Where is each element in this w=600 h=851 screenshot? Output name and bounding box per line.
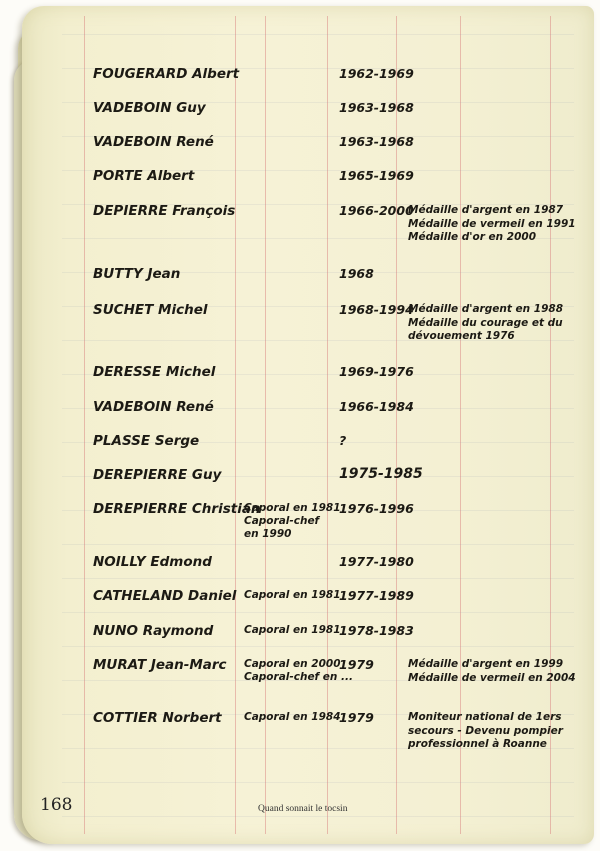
service-years: 1968	[339, 266, 374, 281]
firefighter-name: DEREPIERRE Christian	[93, 501, 261, 517]
distinctions-note	[408, 711, 563, 752]
service-years: 1976-1996	[339, 501, 414, 516]
firefighter-name: CATHELAND Daniel	[93, 588, 237, 604]
service-years: 1966-2000	[339, 203, 414, 218]
firefighter-name: COTTIER Norbert	[93, 710, 222, 726]
firefighter-name: DEREPIERRE Guy	[93, 467, 222, 483]
paper-ruling	[62, 612, 574, 613]
service-years: ?	[339, 433, 347, 448]
firefighter-name: VADEBOIN Guy	[93, 100, 206, 116]
service-years: 1962-1969	[339, 66, 414, 81]
distinctions-note	[408, 303, 563, 344]
firefighter-name: VADEBOIN René	[93, 399, 214, 415]
service-years: 1977-1980	[339, 554, 414, 569]
rank-line: Caporal-chef	[244, 515, 320, 527]
firefighter-name: MURAT Jean-Marc	[93, 657, 227, 673]
firefighter-name: FOUGERARD Albert	[93, 66, 240, 82]
firefighter-name: NOILLY Edmond	[93, 554, 212, 570]
paper-ruling	[62, 544, 574, 545]
firefighter-name: SUCHET Michel	[93, 302, 208, 318]
service-years: 1963-1968	[339, 134, 414, 149]
rank-history	[244, 502, 341, 541]
service-years: 1977-1989	[339, 588, 414, 603]
service-years: 1963-1968	[339, 100, 414, 115]
page-number: 168	[40, 795, 73, 815]
distinctions-note	[408, 204, 576, 245]
rank-history	[244, 624, 341, 637]
paper-ruling	[62, 646, 574, 647]
note-line: professionnel à Roanne	[408, 738, 547, 750]
note-line: Médaille de vermeil en 1991	[408, 217, 576, 230]
running-footer-title: Quand sonnait le tocsin	[258, 804, 348, 814]
rank-line: Caporal en 1981	[244, 589, 341, 601]
rank-history	[244, 658, 353, 684]
firefighter-name: DERESSE Michel	[93, 364, 216, 380]
firefighter-name: PLASSE Serge	[93, 433, 200, 449]
note-line: secours - Devenu pompier	[408, 724, 563, 737]
distinctions-note	[408, 658, 576, 685]
note-line: Moniteur national de 1ers	[408, 711, 562, 723]
service-years: 1966-1984	[339, 399, 414, 414]
paper-ruling	[62, 34, 574, 35]
note-line: Médaille d'argent en 1999	[408, 658, 564, 670]
service-years: 1978-1983	[339, 623, 414, 638]
note-line: Médaille de vermeil en 2004	[408, 671, 576, 684]
firefighter-name: NUNO Raymond	[93, 623, 214, 639]
rank-line: en 1990	[244, 528, 292, 540]
paper-ruling	[62, 816, 574, 817]
margin-rule	[84, 16, 85, 834]
note-line: Médaille d'argent en 1988	[408, 303, 564, 315]
service-years: 1979	[339, 710, 374, 725]
rank-line: Caporal en 1984	[244, 711, 341, 723]
service-years: 1965-1969	[339, 168, 414, 183]
note-line: Médaille du courage et du	[408, 316, 563, 329]
rank-line: Caporal-chef en ...	[244, 671, 354, 683]
note-line: dévouement 1976	[408, 330, 515, 342]
note-line: Médaille d'or en 2000	[408, 231, 536, 243]
rank-line: Caporal en 2000	[244, 658, 341, 670]
rank-line: Caporal en 1981	[244, 502, 341, 514]
paper-ruling	[62, 578, 574, 579]
service-years: 1979	[339, 657, 374, 672]
firefighter-name: BUTTY Jean	[93, 266, 181, 282]
column-rule	[235, 16, 236, 834]
rank-history	[244, 711, 341, 724]
firefighter-name: PORTE Albert	[93, 168, 195, 184]
rank-line: Caporal en 1981	[244, 624, 341, 636]
rank-history	[244, 589, 341, 602]
service-years: 1968-1994	[339, 302, 414, 317]
firefighter-name: VADEBOIN René	[93, 134, 214, 150]
firefighter-name: DEPIERRE François	[93, 203, 236, 219]
service-years: 1975-1985	[339, 466, 423, 482]
service-years: 1969-1976	[339, 364, 414, 379]
paper-ruling	[62, 782, 574, 783]
note-line: Médaille d'argent en 1987	[408, 204, 564, 216]
